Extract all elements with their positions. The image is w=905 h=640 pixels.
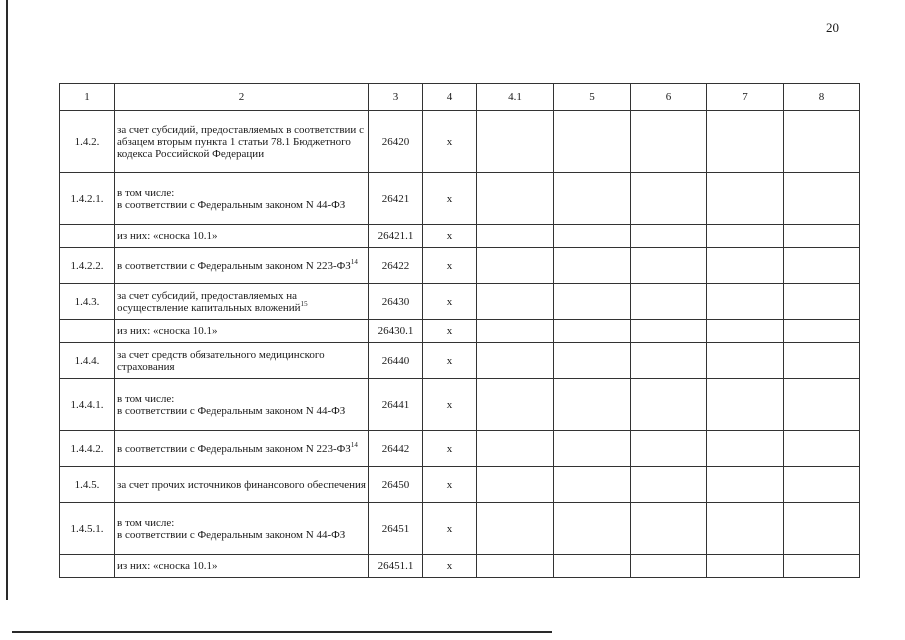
row-name	[115, 467, 369, 503]
empty-cell-col-8	[784, 284, 860, 320]
empty-cell-col-5	[554, 379, 631, 431]
row-name	[115, 379, 369, 431]
row-name-text: в соответствии с Федеральным законом N 223-ФЗ	[117, 259, 351, 272]
row-code: 1.4.5.	[60, 467, 115, 503]
row-name-text: в том числе: в соответствии с Федеральным законом N 44-ФЗ	[117, 186, 346, 211]
empty-cell-col-8	[784, 225, 860, 248]
empty-cell-col-4-1	[477, 173, 554, 225]
footnote-marker: 15	[300, 299, 308, 308]
empty-cell-col-8	[784, 343, 860, 379]
row-line-code: 26440	[369, 343, 423, 379]
empty-cell-col-5	[554, 555, 631, 578]
row-name	[115, 111, 369, 173]
row-name	[115, 248, 369, 284]
empty-cell-col-5	[554, 467, 631, 503]
empty-cell-col-5	[554, 431, 631, 467]
empty-cell-col-7	[707, 111, 784, 173]
empty-cell-col-5	[554, 225, 631, 248]
empty-cell-col-5	[554, 248, 631, 284]
empty-cell-col-8	[784, 467, 860, 503]
row-code: 1.4.5.1.	[60, 503, 115, 555]
empty-cell-col-6	[631, 225, 707, 248]
row-col4-mark: x	[423, 225, 477, 248]
empty-cell-col-7	[707, 320, 784, 343]
table-row	[60, 284, 860, 320]
empty-cell-col-6	[631, 248, 707, 284]
table-row	[60, 111, 860, 173]
empty-cell-col-7	[707, 343, 784, 379]
row-code: 1.4.3.	[60, 284, 115, 320]
empty-cell-col-6	[631, 320, 707, 343]
empty-cell-col-7	[707, 225, 784, 248]
header-col-5: 5	[554, 84, 631, 111]
empty-cell-col-6	[631, 173, 707, 225]
empty-cell-col-7	[707, 555, 784, 578]
header-col-2: 2	[115, 84, 369, 111]
table-row	[60, 555, 860, 578]
empty-cell-col-8	[784, 503, 860, 555]
row-name-text: за счет субсидий, предоставляемых на осуществление капитальных вложений	[117, 289, 301, 314]
row-code: 1.4.4.1.	[60, 379, 115, 431]
row-line-code: 26441	[369, 379, 423, 431]
table-row	[60, 343, 860, 379]
empty-cell-col-4-1	[477, 111, 554, 173]
empty-cell-col-6	[631, 284, 707, 320]
row-line-code: 26451.1	[369, 555, 423, 578]
row-col4-mark: x	[423, 248, 477, 284]
row-name	[115, 555, 369, 578]
empty-cell-col-6	[631, 467, 707, 503]
empty-cell-col-4-1	[477, 503, 554, 555]
empty-cell-col-4-1	[477, 431, 554, 467]
row-name	[115, 343, 369, 379]
empty-cell-col-4-1	[477, 248, 554, 284]
table-row	[60, 431, 860, 467]
empty-cell-col-5	[554, 343, 631, 379]
empty-cell-col-5	[554, 111, 631, 173]
row-name-text: в соответствии с Федеральным законом N 223-ФЗ	[117, 442, 351, 455]
row-line-code: 26421.1	[369, 225, 423, 248]
empty-cell-col-5	[554, 284, 631, 320]
header-col-8: 8	[784, 84, 860, 111]
row-name-text: из них: «сноска 10.1»	[117, 325, 218, 337]
header-col-4: 4	[423, 84, 477, 111]
row-line-code: 26422	[369, 248, 423, 284]
table-row	[60, 173, 860, 225]
row-col4-mark: x	[423, 467, 477, 503]
table-row	[60, 379, 860, 431]
row-col4-mark: x	[423, 379, 477, 431]
header-col-7: 7	[707, 84, 784, 111]
row-name	[115, 225, 369, 248]
row-line-code: 26451	[369, 503, 423, 555]
empty-cell-col-7	[707, 467, 784, 503]
row-line-code: 26442	[369, 431, 423, 467]
row-col4-mark: x	[423, 111, 477, 173]
row-name-text: за счет прочих источников финансового обеспечения	[117, 478, 366, 491]
row-line-code: 26450	[369, 467, 423, 503]
row-code: 1.4.2.1.	[60, 173, 115, 225]
empty-cell-col-6	[631, 343, 707, 379]
row-col4-mark: x	[423, 343, 477, 379]
row-code	[60, 225, 115, 248]
table-row	[60, 503, 860, 555]
empty-cell-col-8	[784, 173, 860, 225]
row-code	[60, 555, 115, 578]
row-code: 1.4.2.	[60, 111, 115, 173]
header-col-4-1: 4.1	[477, 84, 554, 111]
empty-cell-col-7	[707, 248, 784, 284]
row-name	[115, 431, 369, 467]
table-row	[60, 320, 860, 343]
table-row	[60, 248, 860, 284]
empty-cell-col-6	[631, 431, 707, 467]
empty-cell-col-5	[554, 173, 631, 225]
header-col-6: 6	[631, 84, 707, 111]
row-name	[115, 503, 369, 555]
row-col4-mark: x	[423, 431, 477, 467]
empty-cell-col-6	[631, 555, 707, 578]
row-line-code: 26420	[369, 111, 423, 173]
empty-cell-col-4-1	[477, 343, 554, 379]
empty-cell-col-4-1	[477, 320, 554, 343]
report-table	[59, 83, 860, 578]
empty-cell-col-5	[554, 503, 631, 555]
empty-cell-col-6	[631, 503, 707, 555]
empty-cell-col-7	[707, 379, 784, 431]
empty-cell-col-8	[784, 555, 860, 578]
empty-cell-col-6	[631, 111, 707, 173]
row-col4-mark: x	[423, 503, 477, 555]
empty-cell-col-8	[784, 320, 860, 343]
left-margin-rule	[6, 0, 8, 600]
row-name-text: за счет средств обязательного медицинского страхования	[117, 348, 325, 373]
row-code: 1.4.2.2.	[60, 248, 115, 284]
table-row	[60, 467, 860, 503]
row-name	[115, 320, 369, 343]
row-code: 1.4.4.	[60, 343, 115, 379]
bottom-rule	[12, 631, 552, 633]
row-col4-mark: x	[423, 173, 477, 225]
row-code	[60, 320, 115, 343]
empty-cell-col-8	[784, 111, 860, 173]
row-name	[115, 284, 369, 320]
row-name-text: в том числе: в соответствии с Федеральным законом N 44-ФЗ	[117, 516, 346, 541]
row-line-code: 26430	[369, 284, 423, 320]
row-name-text: за счет субсидий, предоставляемых в соответствии с абзацем вторым пункта 1 статьи 78.1 Бюджетного кодекса Российской Федерации	[117, 123, 364, 160]
table-header-row	[60, 84, 860, 111]
empty-cell-col-7	[707, 284, 784, 320]
row-name-text: в том числе: в соответствии с Федеральным законом N 44-ФЗ	[117, 392, 346, 417]
footnote-marker: 14	[350, 440, 358, 449]
page-number: 20	[826, 20, 839, 35]
empty-cell-col-8	[784, 379, 860, 431]
row-col4-mark: x	[423, 320, 477, 343]
header-col-1: 1	[60, 84, 115, 111]
empty-cell-col-8	[784, 431, 860, 467]
row-col4-mark: x	[423, 555, 477, 578]
row-line-code: 26421	[369, 173, 423, 225]
row-col4-mark: x	[423, 284, 477, 320]
row-line-code: 26430.1	[369, 320, 423, 343]
empty-cell-col-7	[707, 431, 784, 467]
empty-cell-col-4-1	[477, 225, 554, 248]
header-col-3: 3	[369, 84, 423, 111]
empty-cell-col-4-1	[477, 379, 554, 431]
row-name-text: из них: «сноска 10.1»	[117, 230, 218, 242]
empty-cell-col-7	[707, 173, 784, 225]
row-name-text: из них: «сноска 10.1»	[117, 560, 218, 572]
empty-cell-col-8	[784, 248, 860, 284]
empty-cell-col-4-1	[477, 467, 554, 503]
empty-cell-col-7	[707, 503, 784, 555]
empty-cell-col-4-1	[477, 284, 554, 320]
empty-cell-col-4-1	[477, 555, 554, 578]
row-name	[115, 173, 369, 225]
table-body	[60, 111, 860, 578]
empty-cell-col-6	[631, 379, 707, 431]
table-row	[60, 225, 860, 248]
empty-cell-col-5	[554, 320, 631, 343]
row-code: 1.4.4.2.	[60, 431, 115, 467]
footnote-marker: 14	[350, 257, 358, 266]
